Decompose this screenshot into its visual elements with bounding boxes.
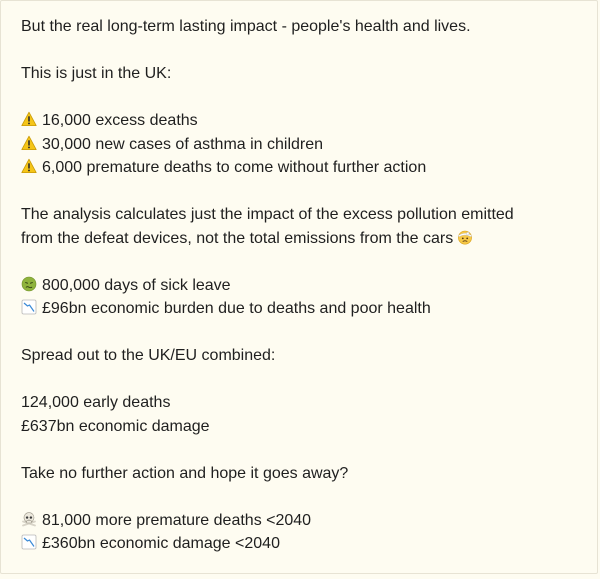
chart-decreasing-icon xyxy=(21,534,37,550)
warning-icon xyxy=(21,135,37,151)
costs-list xyxy=(21,274,577,321)
cost-stat-text: £96bn economic burden due to deaths and poor health xyxy=(42,300,431,317)
skull-and-crossbones-icon xyxy=(21,511,37,527)
list-item xyxy=(21,297,577,321)
uk-heading-paragraph xyxy=(21,62,577,86)
analysis-line: The analysis calculates just the impact of the excess pollution emitted xyxy=(21,206,514,223)
warning-icon xyxy=(21,158,37,174)
uk-stats-list xyxy=(21,109,577,180)
list-item xyxy=(21,109,577,133)
post-body xyxy=(21,15,577,579)
uk-stat-text: 16,000 excess deaths xyxy=(42,112,198,129)
eu-stats-list xyxy=(21,391,577,438)
intro-text: But the real long-term lasting impact - people's health and lives. xyxy=(21,18,471,35)
future-stats-list xyxy=(21,509,577,556)
future-stat-text: 81,000 more premature deaths <2040 xyxy=(42,511,312,529)
intro-paragraph xyxy=(21,15,577,39)
list-item xyxy=(21,274,577,298)
list-item xyxy=(21,509,577,533)
analysis-line xyxy=(21,227,577,251)
face-with-head-bandage-icon xyxy=(457,229,473,245)
nauseated-face-icon xyxy=(21,276,37,292)
analysis-line-text: from the defeat devices, not the total emissions from the cars xyxy=(21,229,454,247)
warning-icon xyxy=(21,111,37,127)
chart-decreasing-icon xyxy=(21,299,37,315)
list-item xyxy=(21,532,577,556)
question-paragraph xyxy=(21,462,577,486)
list-item: £637bn economic damage xyxy=(21,417,210,435)
list-item: 124,000 early deaths xyxy=(21,394,171,411)
eu-heading-paragraph xyxy=(21,344,577,368)
list-item xyxy=(21,156,577,180)
eu-heading: Spread out to the UK/EU combined: xyxy=(21,347,276,364)
question-text: Take no further action and hope it goes away? xyxy=(21,464,349,482)
future-stat-text: £360bn economic damage <2040 xyxy=(42,535,280,552)
uk-stat-text: 30,000 new cases of asthma in children xyxy=(42,135,324,153)
analysis-paragraph xyxy=(21,203,577,250)
list-item xyxy=(21,133,577,157)
uk-heading: This is just in the UK: xyxy=(21,65,172,82)
cost-stat-text: 800,000 days of sick leave xyxy=(42,276,231,294)
uk-stat-text: 6,000 premature deaths to come without further action xyxy=(42,159,427,176)
